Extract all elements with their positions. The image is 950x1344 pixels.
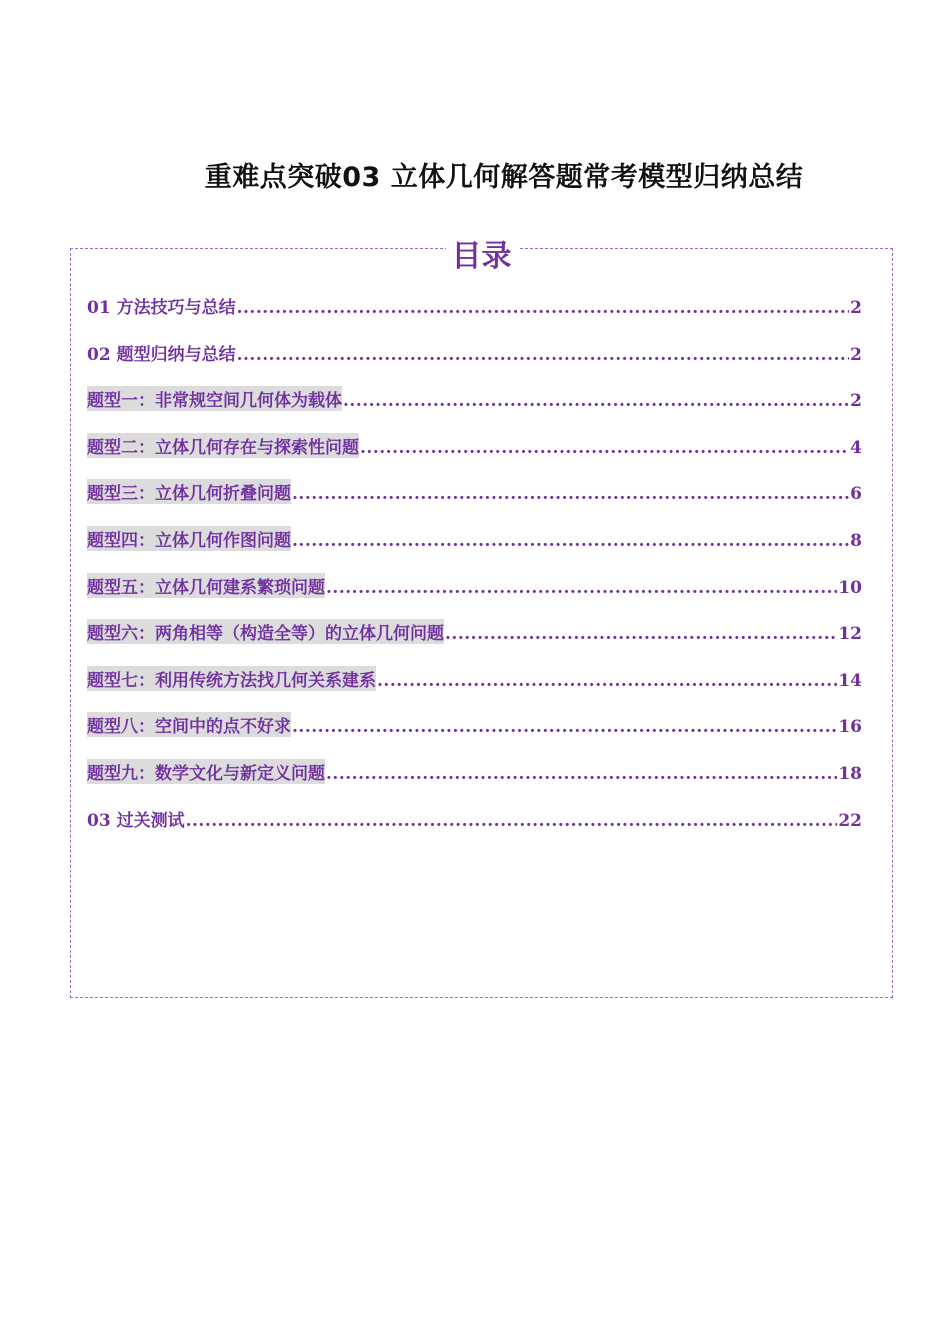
toc-dot-leader <box>237 345 850 365</box>
toc-dot-leader <box>377 671 837 691</box>
toc-entry[interactable] <box>87 806 862 853</box>
toc-entry[interactable] <box>87 526 862 573</box>
toc-entry[interactable] <box>87 433 862 480</box>
toc-dot-leader <box>186 811 838 831</box>
toc-entry-label[interactable]: 题型四：立体几何作图问题 <box>87 526 291 551</box>
table-of-contents <box>70 239 893 998</box>
toc-entry-page[interactable]: 8 <box>850 530 862 551</box>
toc-entry-page[interactable]: 4 <box>850 437 862 458</box>
toc-dot-leader <box>343 391 849 411</box>
toc-dot-leader <box>237 298 850 318</box>
toc-entry-page[interactable]: 18 <box>838 763 862 784</box>
toc-entry-label[interactable]: 02 题型归纳与总结 <box>87 344 236 365</box>
toc-dot-leader <box>326 764 837 784</box>
toc-entry-page[interactable]: 12 <box>838 624 862 645</box>
toc-dot-leader <box>360 438 849 458</box>
toc-entry[interactable] <box>87 293 862 340</box>
toc-entry-page[interactable]: 16 <box>838 717 862 738</box>
toc-entry-page[interactable]: 2 <box>850 391 862 412</box>
toc-entry-page[interactable]: 2 <box>850 344 862 365</box>
toc-entry-label[interactable]: 题型六：两角相等（构造全等）的立体几何问题 <box>87 619 444 644</box>
toc-entry-label[interactable]: 题型一：非常规空间几何体为载体 <box>87 386 342 411</box>
toc-dot-leader <box>445 624 837 644</box>
toc-entry-page[interactable]: 10 <box>838 577 862 598</box>
toc-entry-label[interactable]: 题型九：数学文化与新定义问题 <box>87 759 325 784</box>
toc-heading <box>71 231 892 275</box>
toc-dot-leader <box>292 484 849 504</box>
toc-heading-text: 目录 <box>446 239 518 274</box>
document-title: 重难点突破03 立体几何解答题常考模型归纳总结 <box>204 162 804 193</box>
toc-entry-label[interactable]: 03 过关测试 <box>87 810 185 831</box>
toc-dot-leader <box>326 578 837 598</box>
toc-entry[interactable] <box>87 386 862 433</box>
toc-dot-leader <box>292 531 849 551</box>
toc-entry-label[interactable]: 题型八：空间中的点不好求 <box>87 712 291 737</box>
toc-entry-label[interactable]: 题型二：立体几何存在与探索性问题 <box>87 433 359 458</box>
toc-entry-label[interactable]: 题型五：立体几何建系繁琐问题 <box>87 573 325 598</box>
toc-entry-page[interactable]: 6 <box>850 484 862 505</box>
toc-entry-page[interactable]: 2 <box>850 298 862 318</box>
toc-entry-page[interactable]: 22 <box>838 810 862 831</box>
toc-entry[interactable] <box>87 619 862 666</box>
toc-entry-label[interactable]: 题型三：立体几何折叠问题 <box>87 479 291 504</box>
toc-list <box>87 293 862 852</box>
toc-dot-leader <box>292 717 837 737</box>
toc-entry[interactable] <box>87 666 862 713</box>
toc-entry[interactable] <box>87 573 862 620</box>
toc-entry[interactable] <box>87 479 862 526</box>
toc-entry[interactable] <box>87 340 862 387</box>
toc-entry[interactable] <box>87 712 862 759</box>
toc-entry-label[interactable]: 01 方法技巧与总结 <box>87 298 236 318</box>
toc-entry[interactable] <box>87 759 862 806</box>
toc-entry-page[interactable]: 14 <box>838 670 862 691</box>
toc-entry-label[interactable]: 题型七：利用传统方法找几何关系建系 <box>87 666 376 691</box>
